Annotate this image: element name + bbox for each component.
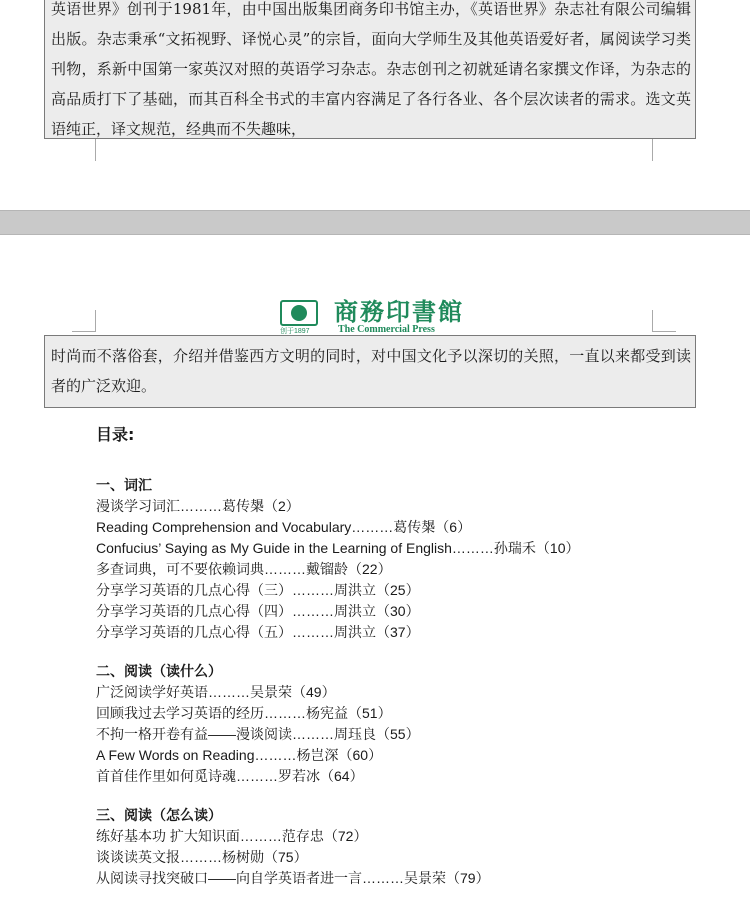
toc-section-reading-how [96,806,716,889]
toc-title: 目录: [96,425,135,444]
toc-entry: 漫谈学习词汇………葛传槼（2） [96,498,300,514]
commercial-press-logo [280,297,470,336]
logo-english-name: The Commercial Press [338,324,435,335]
page-separator [0,210,750,235]
crop-mark-top-left [72,310,96,332]
crop-mark-bottom-left [72,139,96,161]
toc-entry: 回顾我过去学习英语的经历………杨宪益（51） [96,705,392,721]
logo-founded: 创于1897 [280,328,310,335]
crop-mark-top-right [652,310,676,332]
document-page-lower [0,235,750,885]
intro-paragraph: 英语世界》创刊于1981年，由中国出版集团商务印书馆主办，《英语世界》杂志社有限公司编辑出版。杂志秉承“文拓视野、译悦心灵”的宗旨，面向大学师生及其他英语爱好者，属阅读学习类刊物，系新中国第一家英汉对照的英语学习杂志。杂志创刊之初就延请名家撰文作译，为杂志的高品质打下了基础，而其百科全书式的丰富内容满足了各行各业、各个层次读者的需求。选文英语纯正，译文规范，经典而不失趣味， [51,0,691,138]
toc-entry: 多查词典，可不要依赖词典………戴镏龄（22） [96,561,392,577]
toc-section-vocabulary [96,476,716,643]
toc-entry: 从阅读寻找突破口——向自学英语者进一言………吴景荣（79） [96,870,490,886]
logo-chinese-name: 商務印書館 [334,297,464,326]
logo-emblem-icon [280,300,318,326]
toc-entry: 分享学习英语的几点心得（五）………周洪立（37） [96,624,420,640]
toc-entry: 练好基本功 扩大知识面………范存忠（72） [96,828,368,844]
continued-paragraph: 时尚而不落俗套，介绍并借鉴西方文明的同时，对中国文化予以深切的关照，一直以来都受到读者的广泛欢迎。 [51,347,691,395]
toc-entry: 首首佳作里如何觅诗魂………罗若冰（64） [96,768,364,784]
toc-entry: A Few Words on Reading………杨岂深（60） [96,747,383,763]
section-heading: 一、词汇 [96,478,152,494]
section-heading: 二、阅读（读什么） [96,664,222,680]
table-of-contents [96,476,716,908]
crop-mark-bottom-right [652,139,676,161]
section-heading: 三、阅读（怎么读） [96,808,222,824]
document-page-upper [0,0,750,210]
toc-entry: 谈谈读英文报………杨树勋（75） [96,849,308,865]
toc-entry: 广泛阅读学好英语………吴景荣（49） [96,684,336,700]
toc-entry: 不拘一格开卷有益——漫谈阅读………周珏良（55） [96,726,420,742]
toc-entry: Reading Comprehension and Vocabulary………葛传槼（6） [96,519,472,535]
toc-entry: Confucius’ Saying as My Guide in the Learning of English………孙瑞禾（10） [96,540,580,556]
toc-section-reading-what [96,662,716,787]
toc-entry: 分享学习英语的几点心得（四）………周洪立（30） [96,603,420,619]
toc-entry: 分享学习英语的几点心得（三）………周洪立（25） [96,582,420,598]
